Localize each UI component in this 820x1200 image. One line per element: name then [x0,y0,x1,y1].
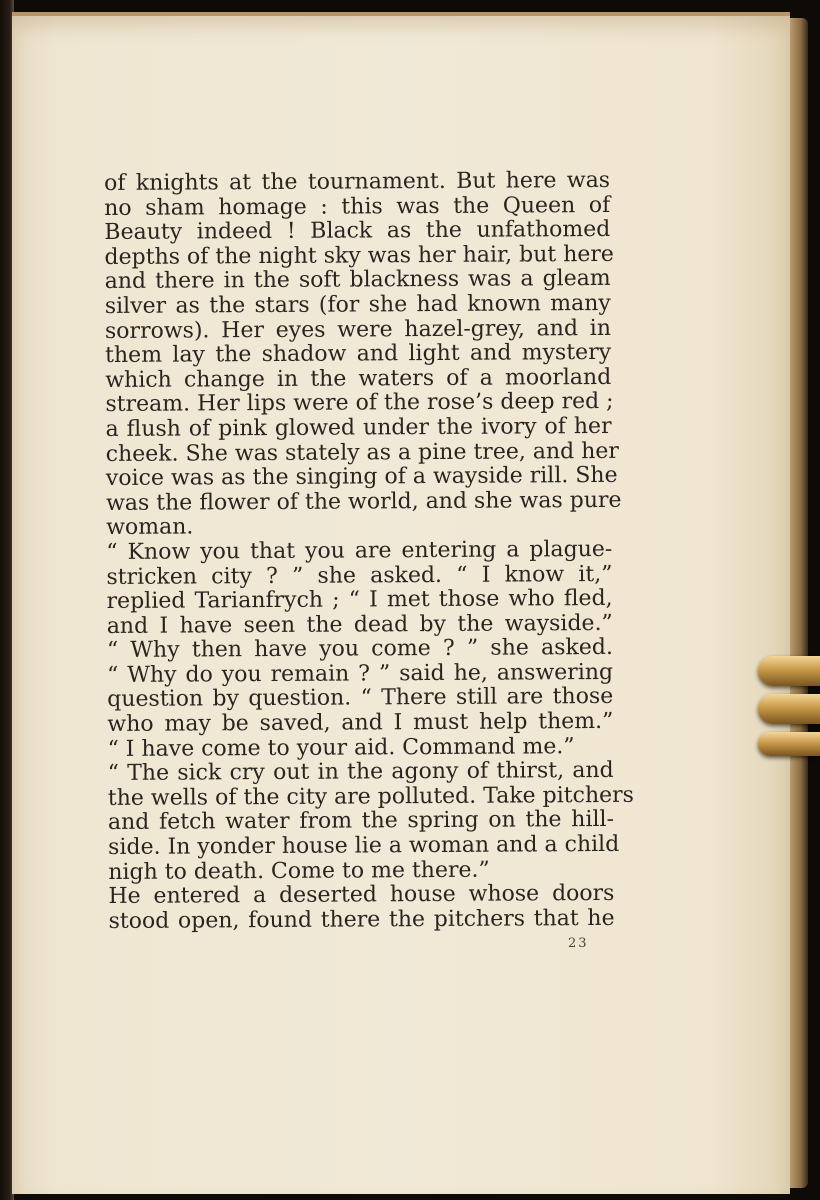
clasp-bar [758,732,820,756]
text-line: sorrows). Her eyes were hazel-grey, and in [104,315,612,344]
text-line: voice was as the singing of a wayside rill. She [105,462,618,492]
text-line: of knights at the tournament. But here was [103,167,611,196]
text-line: question by question. “ There still are those [107,684,614,713]
text-line: who may be saved, and I must help them.” [107,708,614,738]
text-line: a flush of pink glowed under the ivory of her [105,413,612,442]
text-line: He entered a deserted house whose doors [108,881,615,910]
text-line: “ The sick cry out in the agony of thirst, and [107,758,614,787]
text-line: stricken city ? ” she asked. “ I know it,” [106,561,613,590]
text-line: silver as the stars (for she had known many [104,290,611,319]
book-page [12,12,790,1194]
brass-clasp [752,650,820,760]
text-line: stream. Her lips were of the rose’s deep red ; [105,389,614,418]
text-line: cheek. She was stately as a pine tree, and her [105,438,619,467]
text-line: and there in the soft blackness was a gleam [104,266,611,295]
text-line: them lay the shadow and light and mystery [105,340,612,369]
text-line: and fetch water from the spring on the hill- [107,807,615,836]
text-line: “ Know you that you are entering a plague- [106,536,613,565]
text-line: and I have seen the dead by the wayside.” [106,610,613,639]
text-line: was the flower of the world, and she was pure [105,487,622,516]
text-line: replied Tarianfrych ; “ I met those who fled, [106,585,613,615]
text-line: stood open, found there the pitchers that he [108,905,615,934]
text-line: nigh to death. Come to me there.” [108,857,490,885]
text-line: Beauty indeed ! Black as the unfathomed [104,217,611,246]
text-line: woman. [106,514,194,541]
body-text [103,167,635,934]
text-line: “ Why then have you come ? ” she asked. [106,635,613,664]
page-number: 23 [568,936,589,951]
text-line: “ I have come to your aid. Command me.” [107,733,575,762]
clasp-bar [758,656,820,686]
clasp-bar [758,694,820,724]
text-line: the wells of the city are polluted. Take pitchers [107,782,635,811]
text-line: “ Why do you remain ? ” said he, answering [106,659,614,688]
text-line: depths of the night sky was her hair, but here [104,241,614,270]
text-line: no sham homage : this was the Queen of [104,192,611,221]
text-line: which change in the waters of a moorland [105,364,612,393]
text-line: side. In yonder house lie a woman and a child [108,831,620,861]
